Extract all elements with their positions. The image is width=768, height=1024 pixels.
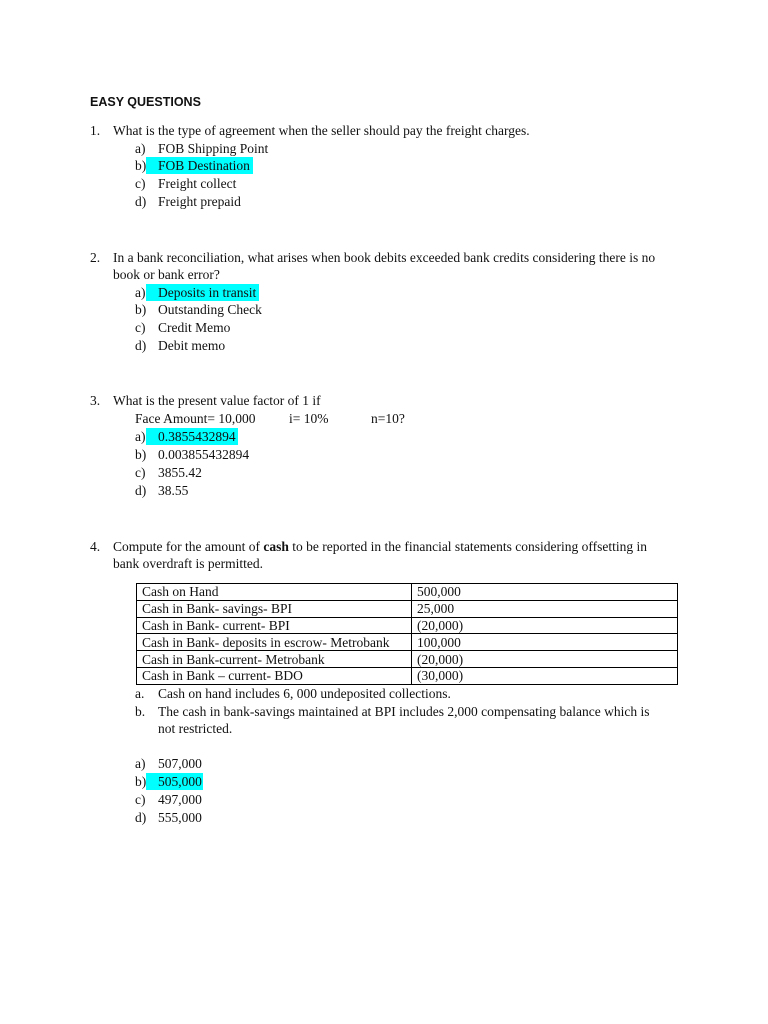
table-row (137, 584, 678, 601)
q3-option-c-letter: c) (135, 465, 146, 480)
q1-option-d[interactable]: Freight prepaid (158, 194, 241, 209)
table-row (137, 651, 678, 668)
q4-line1-pre: Compute for the amount of (113, 539, 264, 554)
question-4-text-line1 (113, 538, 647, 555)
table-cell-amount: (20,000) (412, 617, 678, 634)
q3-option-d[interactable]: 38.55 (158, 483, 189, 498)
q2-option-a-correct[interactable]: Deposits in transit (158, 285, 257, 300)
table-cell-label: Cash in Bank – current- BDO (137, 667, 412, 684)
q4-note-b-continued: not restricted. (158, 721, 233, 736)
q4-option-b-letter: b) (135, 774, 147, 789)
q4-option-b-correct[interactable]: 505,000 (158, 774, 202, 789)
q4-note-b: The cash in bank-savings maintained at BPI includes 2,000 compensating balance which is (158, 704, 650, 719)
question-3-number: 3. (90, 393, 101, 408)
q2-option-c-letter: c) (135, 320, 146, 335)
q1-option-d-letter: d) (135, 194, 147, 209)
q2-option-b[interactable]: Outstanding Check (158, 302, 262, 317)
question-1-number: 1. (90, 123, 101, 138)
q1-option-a[interactable]: FOB Shipping Point (158, 141, 269, 156)
question-2-text-line2: book or bank error? (113, 267, 220, 282)
q4-line1-post: to be reported in the financial statements considering offsetting in (288, 539, 648, 554)
table-cell-label: Cash in Bank- savings- BPI (137, 600, 412, 617)
table-cell-label: Cash on Hand (137, 584, 412, 601)
q3-periods: n=10? (371, 411, 405, 426)
q2-option-d-letter: d) (135, 338, 147, 353)
q3-option-a-letter: a) (135, 429, 146, 444)
q3-interest-rate: i= 10% (289, 411, 329, 426)
table-cell-amount: 100,000 (412, 634, 678, 651)
q4-option-c-letter: c) (135, 792, 146, 807)
page-heading: EASY QUESTIONS (90, 95, 201, 109)
table-cell-amount: (30,000) (412, 667, 678, 684)
table-row (137, 617, 678, 634)
q1-option-b-letter: b) (135, 158, 147, 173)
question-1-text: What is the type of agreement when the seller should pay the freight charges. (113, 123, 530, 138)
q2-option-d[interactable]: Debit memo (158, 338, 226, 353)
q3-option-c[interactable]: 3855.42 (158, 465, 202, 480)
q4-note-a: Cash on hand includes 6, 000 undeposited collections. (158, 686, 451, 701)
question-3-text: What is the present value factor of 1 if (113, 393, 321, 408)
question-4-number: 4. (90, 539, 101, 554)
q4-note-a-letter: a. (135, 686, 145, 701)
table-cell-label: Cash in Bank- deposits in escrow- Metrobank (137, 634, 412, 651)
question-4-text-line2: bank overdraft is permitted. (113, 556, 263, 571)
q1-option-c[interactable]: Freight collect (158, 176, 237, 191)
q1-option-b-correct[interactable]: FOB Destination (158, 158, 250, 173)
q1-option-a-letter: a) (135, 141, 146, 156)
q3-face-amount: Face Amount= 10,000 (135, 411, 256, 426)
q2-option-c[interactable]: Credit Memo (158, 320, 231, 335)
q3-option-a-correct[interactable]: 0.3855432894 (158, 429, 236, 444)
table-cell-amount: 25,000 (412, 600, 678, 617)
table-row (137, 667, 678, 684)
q2-option-b-letter: b) (135, 302, 147, 317)
table-cell-amount: 500,000 (412, 584, 678, 601)
table-cell-label: Cash in Bank-current- Metrobank (137, 651, 412, 668)
q4-option-d[interactable]: 555,000 (158, 810, 202, 825)
q3-option-b[interactable]: 0.003855432894 (158, 447, 250, 462)
table-cell-label: Cash in Bank- current- BPI (137, 617, 412, 634)
table-row (137, 634, 678, 651)
q3-option-d-letter: d) (135, 483, 147, 498)
q4-option-d-letter: d) (135, 810, 147, 825)
q2-option-a-letter: a) (135, 285, 146, 300)
q4-option-c[interactable]: 497,000 (158, 792, 202, 807)
q4-note-b-letter: b. (135, 704, 146, 719)
question-2-number: 2. (90, 250, 101, 265)
q4-option-a-letter: a) (135, 756, 146, 771)
table-row (137, 600, 678, 617)
q3-option-b-letter: b) (135, 447, 147, 462)
cash-table (136, 583, 678, 685)
q4-option-a[interactable]: 507,000 (158, 756, 202, 771)
q1-option-c-letter: c) (135, 176, 146, 191)
question-2-text-line1: In a bank reconciliation, what arises when book debits exceeded bank credits considering there is no (113, 250, 656, 265)
table-cell-amount: (20,000) (412, 651, 678, 668)
q4-line1-bold: cash (263, 539, 289, 554)
